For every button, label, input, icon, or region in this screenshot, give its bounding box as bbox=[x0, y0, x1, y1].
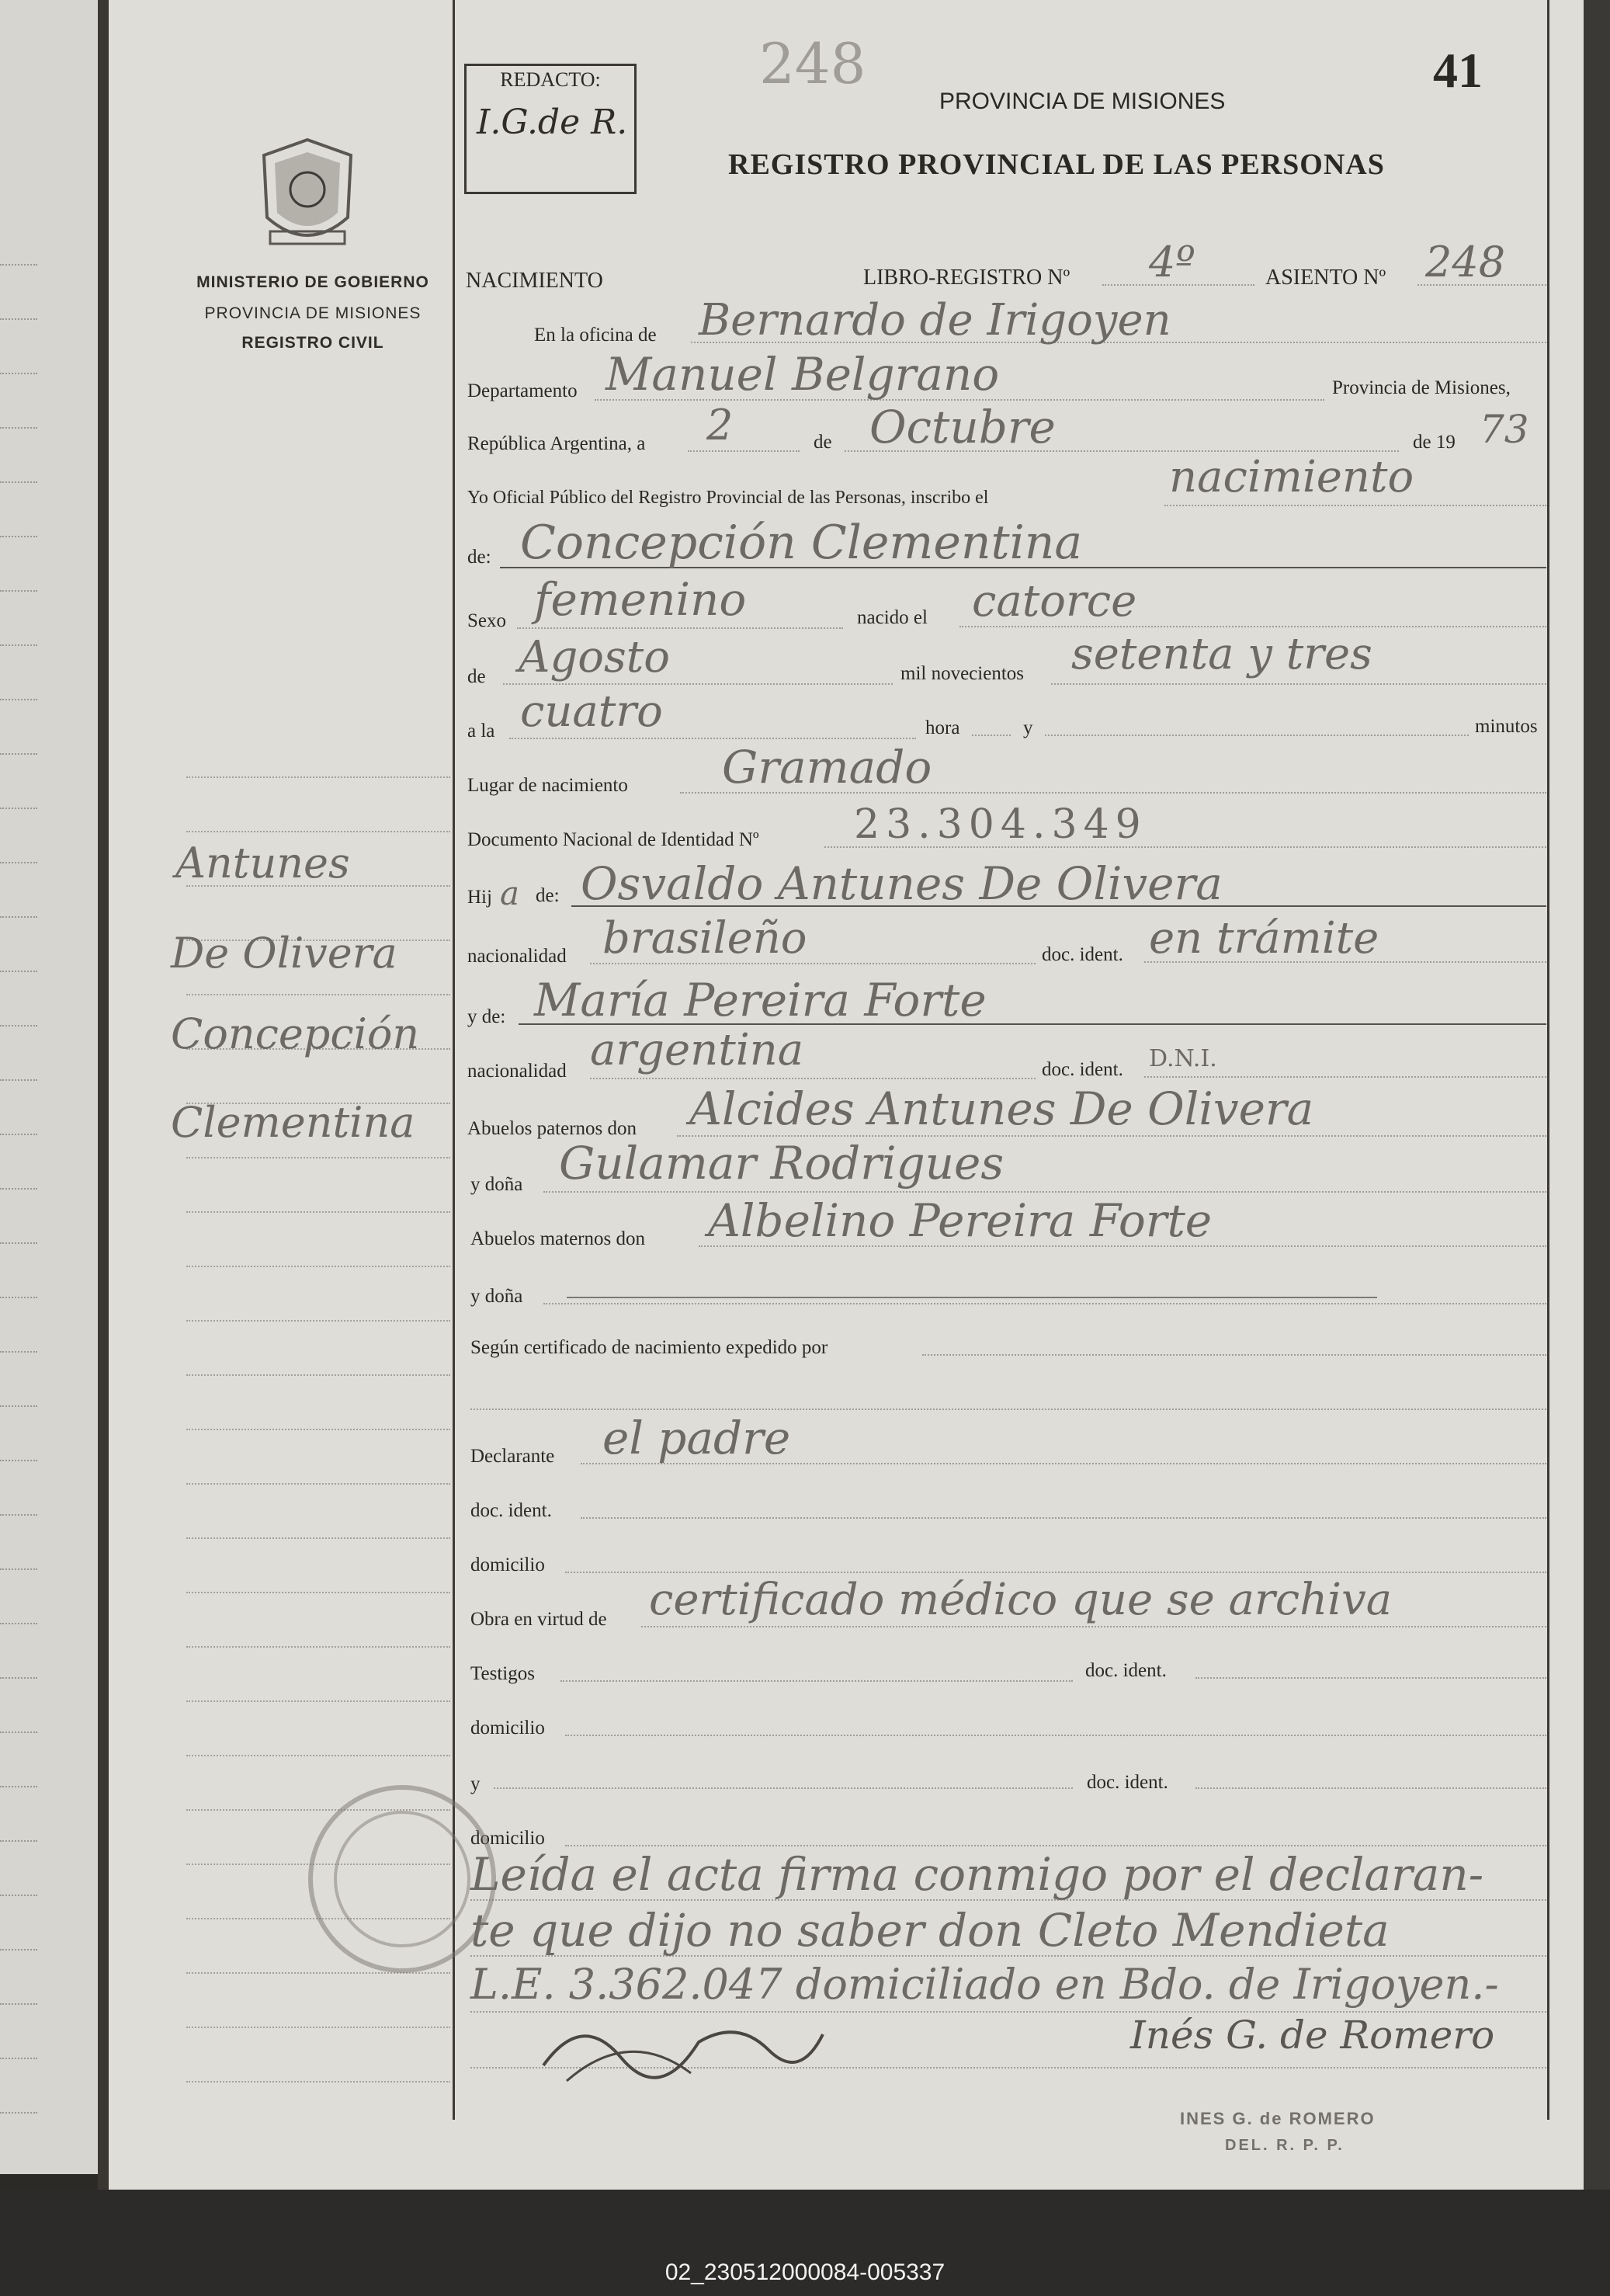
left-page-rule bbox=[0, 264, 37, 266]
left-page-rule bbox=[0, 318, 37, 320]
sexo-value: femenino bbox=[534, 573, 747, 626]
left-page-rule bbox=[0, 2058, 37, 2059]
hora-value: cuatro bbox=[520, 686, 663, 737]
lugar-label: Lugar de nacimiento bbox=[467, 775, 628, 796]
y-testigo2-label: y bbox=[470, 1773, 481, 1794]
de3-label: de bbox=[467, 666, 486, 687]
abuelos-paternos-label: Abuelos paternos don bbox=[467, 1118, 637, 1139]
page-number: 41 bbox=[1433, 43, 1483, 98]
de-label: de bbox=[814, 432, 832, 453]
margin-rule bbox=[186, 1157, 450, 1158]
declarant-mark bbox=[536, 1996, 831, 2089]
left-page-rule bbox=[0, 808, 37, 809]
y-dona-paterna-label: y doña bbox=[470, 1174, 523, 1195]
declarante-value: el padre bbox=[602, 1412, 791, 1464]
mil-label: mil novecientos bbox=[900, 663, 1024, 684]
closing-line1: Leída el acta firma conmigo por el declaran- bbox=[470, 1848, 1484, 1901]
doc-ident-madre-label: doc. ident. bbox=[1042, 1059, 1123, 1080]
oficina-label: En la oficina de bbox=[534, 325, 657, 346]
y-dona-materna-label: y doña bbox=[470, 1286, 523, 1307]
abuelos-maternos-label: Abuelos maternos don bbox=[470, 1228, 645, 1249]
closing-line3: L.E. 3.362.047 domiciliado en Bdo. de Irigoyen.- bbox=[470, 1960, 1499, 2009]
margin-rule bbox=[186, 1374, 450, 1376]
nacionalidad-madre-label: nacionalidad bbox=[467, 1061, 567, 1082]
nombre-value: Concepción Clementina bbox=[520, 516, 1083, 570]
left-page-rule bbox=[0, 699, 37, 700]
margin-rule bbox=[186, 994, 450, 995]
left-page-rule bbox=[0, 2003, 37, 2005]
abuelo-materno-value: Albelino Pereira Forte bbox=[708, 1194, 1213, 1247]
left-page-rule bbox=[0, 373, 37, 374]
ala-label: a la bbox=[467, 721, 495, 742]
mes-value: Octubre bbox=[869, 401, 1056, 453]
margin-rule bbox=[186, 1700, 450, 1702]
left-page-rule bbox=[0, 1242, 37, 1244]
obra-value: certificado médico que se archiva bbox=[649, 1575, 1393, 1625]
margin-note-line3: Concepción bbox=[171, 1009, 420, 1058]
hija-de-label: de: bbox=[536, 885, 560, 906]
margin-rule bbox=[186, 1537, 450, 1539]
left-page-rule bbox=[0, 1623, 37, 1624]
margin-rule bbox=[186, 1646, 450, 1648]
libro-value: 4º bbox=[1149, 238, 1195, 287]
left-page-rule bbox=[0, 536, 37, 537]
form-right-border bbox=[1547, 0, 1549, 2120]
margin-rule bbox=[186, 1755, 450, 1756]
y-label: y bbox=[1023, 717, 1033, 738]
official-stamp bbox=[301, 1778, 503, 1980]
abuela-paterna-value: Gulamar Rodrigues bbox=[559, 1137, 1005, 1190]
left-page-rule bbox=[0, 644, 37, 646]
nacido-value: catorce bbox=[972, 576, 1137, 627]
doc-ident-declarante-label: doc. ident. bbox=[470, 1500, 552, 1521]
file-caption: 02_230512000084-005337 bbox=[664, 2260, 946, 2285]
dni-label: Documento Nacional de Identidad Nº bbox=[467, 829, 759, 850]
sexo-label: Sexo bbox=[467, 610, 506, 631]
registry-title: REGISTRO PROVINCIAL DE LAS PERSONAS bbox=[728, 148, 1385, 181]
right-edge bbox=[1584, 0, 1610, 2190]
nac-madre-value: argentina bbox=[590, 1025, 804, 1075]
redacto-label: REDACTO: bbox=[500, 68, 601, 91]
left-page-rule bbox=[0, 1949, 37, 1950]
ministry-line2: PROVINCIA DE MISIONES bbox=[204, 304, 422, 322]
left-page-rule bbox=[0, 916, 37, 918]
asiento-label: ASIENTO Nº bbox=[1265, 266, 1386, 290]
left-page-rule bbox=[0, 1732, 37, 1733]
margin-rule bbox=[186, 2081, 450, 2082]
left-page-rule bbox=[0, 1677, 37, 1679]
nacido-label: nacido el bbox=[857, 607, 928, 628]
margin-rule bbox=[186, 1266, 450, 1267]
left-page-rule bbox=[0, 1297, 37, 1298]
province-title: PROVINCIA DE MISIONES bbox=[939, 89, 1226, 114]
ministry-line1: MINISTERIO DE GOBIERNO bbox=[196, 273, 429, 291]
lugar-value: Gramado bbox=[722, 741, 932, 794]
inscribo-value: nacimiento bbox=[1169, 452, 1414, 502]
signature-stamp-line1: INES G. de ROMERO bbox=[1180, 2109, 1376, 2128]
left-page-rule bbox=[0, 427, 37, 429]
republica-label: República Argentina, a bbox=[467, 433, 646, 454]
left-page-rule bbox=[0, 1351, 37, 1353]
left-page-rule bbox=[0, 590, 37, 592]
mes-nac-value: Agosto bbox=[519, 632, 670, 683]
handwritten-number: 248 bbox=[759, 31, 866, 96]
left-page-rule bbox=[0, 2112, 37, 2114]
left-page-rule bbox=[0, 481, 37, 483]
declarante-label: Declarante bbox=[470, 1446, 555, 1467]
doc-padre-value: en trámite bbox=[1149, 913, 1379, 964]
hora-label: hora bbox=[925, 717, 960, 738]
doc-ident-testigo2-label: doc. ident. bbox=[1087, 1772, 1168, 1793]
margin-rule bbox=[186, 1483, 450, 1485]
official-signature: Inés G. de Romero bbox=[1130, 2013, 1495, 2058]
margin-rule bbox=[186, 1429, 450, 1430]
nacionalidad-padre-label: nacionalidad bbox=[467, 946, 567, 967]
left-page-rule bbox=[0, 1079, 37, 1081]
left-page-rule bbox=[0, 862, 37, 863]
margin-rule bbox=[186, 1320, 450, 1322]
closing-line2: te que dijo no saber don Cleto Mendieta bbox=[470, 1904, 1390, 1957]
segun-label: Según certificado de nacimiento expedido por bbox=[470, 1337, 828, 1358]
left-page-rule bbox=[0, 971, 37, 972]
left-page-rule bbox=[0, 753, 37, 755]
left-page bbox=[0, 0, 107, 2174]
margin-rule bbox=[186, 2027, 450, 2028]
dia-value: 2 bbox=[706, 401, 734, 450]
oficina-value: Bernardo de Irigoyen bbox=[699, 295, 1171, 346]
doc-ident-padre-label: doc. ident. bbox=[1042, 944, 1123, 965]
hija-label: Hij bbox=[467, 887, 492, 908]
yde-label: y de: bbox=[467, 1006, 506, 1027]
margin-rule bbox=[186, 831, 450, 832]
nac-padre-value: brasileño bbox=[602, 913, 807, 964]
departamento-label: Departamento bbox=[467, 380, 578, 401]
testigos-label: Testigos bbox=[470, 1663, 535, 1684]
doc-ident-testigo1-label: doc. ident. bbox=[1085, 1660, 1167, 1681]
de2-label: de: bbox=[467, 547, 491, 568]
departamento-value: Manuel Belgrano bbox=[605, 348, 1000, 401]
redacto-value: I.G.de R. bbox=[477, 102, 628, 142]
madre-value: María Pereira Forte bbox=[534, 974, 987, 1026]
libro-label: LIBRO-REGISTRO Nº bbox=[863, 266, 1070, 290]
anio-prefix: de 19 bbox=[1413, 432, 1456, 453]
abuelo-paterno-value: Alcides Antunes De Olivera bbox=[689, 1082, 1314, 1135]
left-page-rule bbox=[0, 1514, 37, 1516]
left-page-rule bbox=[0, 1188, 37, 1190]
anio-value: 73 bbox=[1480, 407, 1529, 452]
minutos-label: minutos bbox=[1475, 716, 1538, 737]
provincia-label: Provincia de Misiones, bbox=[1332, 377, 1511, 398]
anio-nac-value: setenta y tres bbox=[1071, 629, 1372, 679]
seal-emblem bbox=[256, 137, 359, 255]
domicilio-declarante-label: domicilio bbox=[470, 1554, 545, 1575]
padre-value: Osvaldo Antunes De Olivera bbox=[581, 857, 1223, 910]
margin-rule bbox=[186, 776, 450, 778]
dni-value: 23.304.349 bbox=[854, 801, 1147, 848]
domicilio-testigo2-label: domicilio bbox=[470, 1828, 545, 1849]
left-page-rule bbox=[0, 1025, 37, 1026]
left-page-rule bbox=[0, 1460, 37, 1461]
hija-suffix: a bbox=[500, 874, 520, 912]
left-page-rule bbox=[0, 1134, 37, 1135]
obra-label: Obra en virtud de bbox=[470, 1609, 607, 1630]
margin-rule bbox=[186, 1592, 450, 1593]
asiento-value: 248 bbox=[1425, 238, 1506, 287]
margin-rule bbox=[186, 1211, 450, 1213]
signature-stamp-line2: DEL. R. P. P. bbox=[1225, 2137, 1345, 2154]
left-page-rule bbox=[0, 1568, 37, 1570]
margin-note-line1: Antunes bbox=[175, 839, 350, 887]
yo-oficial-label: Yo Oficial Público del Registro Provincial de las Personas, inscribo el bbox=[467, 488, 989, 508]
nacimiento-label: NACIMIENTO bbox=[466, 269, 603, 293]
ministry-line3: REGISTRO CIVIL bbox=[241, 334, 384, 352]
left-page-rule bbox=[0, 1405, 37, 1407]
domicilio-testigo1-label: domicilio bbox=[470, 1718, 545, 1738]
left-page-rule bbox=[0, 1786, 37, 1787]
margin-note-line2: De Olivera bbox=[171, 929, 397, 978]
left-page-rule bbox=[0, 1895, 37, 1896]
margin-note-line4: Clementina bbox=[171, 1098, 415, 1147]
left-page-rule bbox=[0, 1840, 37, 1842]
doc-madre-value: D.N.I. bbox=[1149, 1045, 1217, 1072]
